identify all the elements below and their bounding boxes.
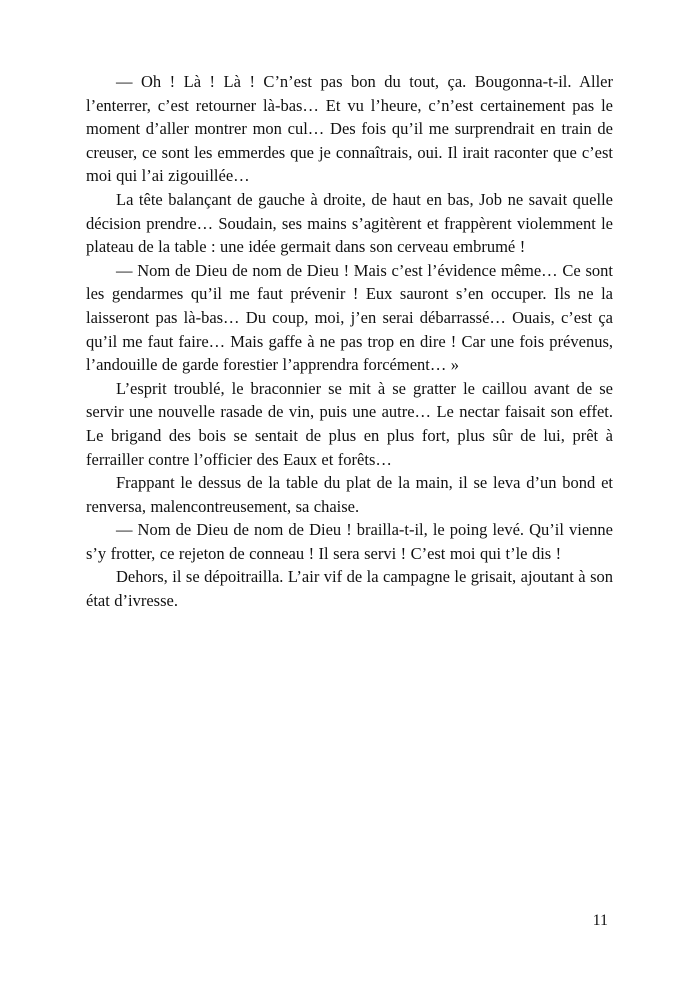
paragraph: La tête balançant de gauche à droite, de haut en bas, Job ne savait quelle décision prendre… Soudain, ses mains s’agitèrent et frappèrent violemment le plateau de la table : une idée germait dans son cerveau embrumé !: [86, 189, 613, 257]
paragraph: L’esprit troublé, le braconnier se mit à se gratter le caillou avant de se servir une nouvelle rasade de vin, puis une autre… Le nectar faisait son effet. Le brigand des bois se sentait de plus en plus fort, plus sûr de lui, prêt à ferrailler contre l’officier des Eaux et forêts…: [86, 378, 613, 469]
page-number: 11: [592, 912, 608, 929]
page-text-block: [86, 70, 613, 613]
paragraph: — Oh ! Là ! Là ! C’n’est pas bon du tout, ça. Bougonna-t-il. Aller l’enterrer, c’est retourner là-bas… Et vu l’heure, c’n’est certainement pas le moment d’aller montrer mon cul… Des fois qu’il me surprendrait en train de creuser, ce sont les emmerdes que je connaîtrais, oui. Il irait raconter que c’est moi qui l’ai zigouillée…: [86, 72, 613, 186]
paragraph: — Nom de Dieu de nom de Dieu ! Mais c’est l’évidence même… Ce sont les gendarmes qu’il me faut prévenir ! Eux sauront s’en occuper. Ils ne la laisseront pas là-bas… Du coup, moi, j’en serai débarrassé… Ouais, c’est ça qu’il me faut faire… Mais gaffe à ne pas trop en dire ! Car une fois prévenus, l’andouille de garde forestier l’apprendra forcément… »: [86, 260, 613, 375]
paragraph: — Nom de Dieu de nom de Dieu ! brailla-t-il, le poing levé. Qu’il vienne s’y frotter, ce rejeton de conneau ! Il sera servi ! C’est moi qui t’le dis !: [86, 520, 613, 563]
paragraph: Dehors, il se dépoitrailla. L’air vif de la campagne le grisait, ajoutant à son état d’ivresse.: [86, 567, 613, 611]
paragraph: Frappant le dessus de la table du plat de la main, il se leva d’un bond et renversa, malencontreusement, sa chaise.: [86, 473, 613, 516]
